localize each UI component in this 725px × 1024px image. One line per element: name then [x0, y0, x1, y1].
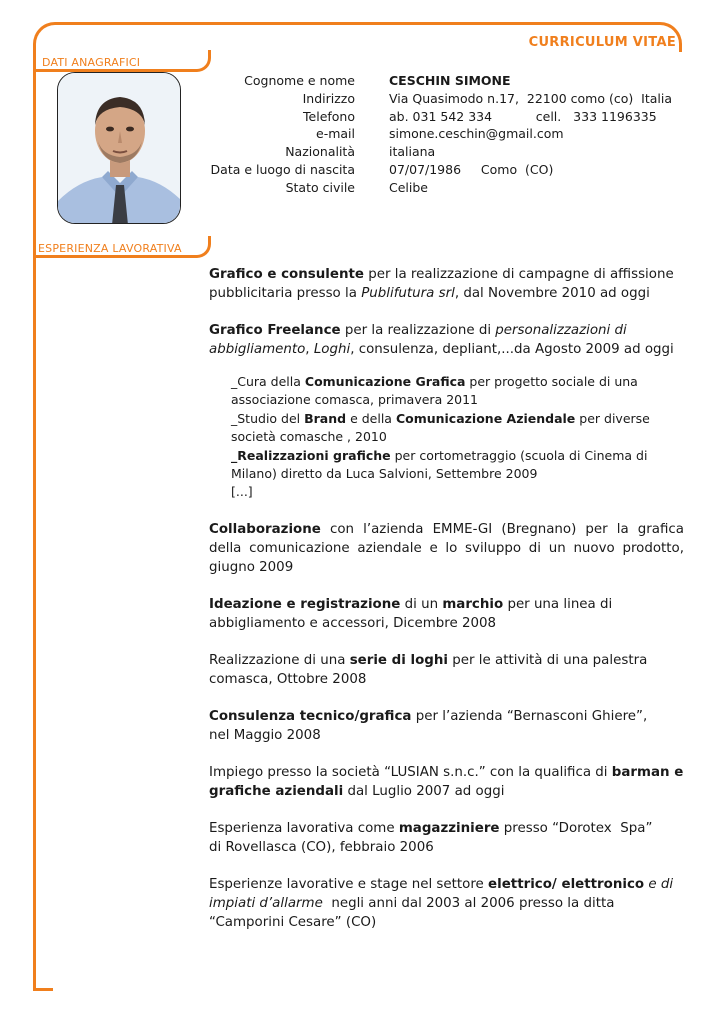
experience-subitems: [231, 373, 684, 502]
label-email: e-mail: [316, 126, 355, 142]
experience-item: Ideazione e registrazione di un marchio per una linea di abbigliamento e accessori, Dicembre 2008: [209, 596, 613, 631]
experience-item: Grafico Freelance per la realizzazione di personalizzazioni di abbigliamento, Loghi, consulenza, depliant,...da Agosto 2009 ad oggi: [209, 323, 674, 357]
value-birth: 07/07/1986 Como (CO): [389, 161, 554, 177]
experience-list: [209, 265, 684, 950]
experience-item: Realizzazione di una serie di loghi per le attività di una palestra comasca, Ottobre 2008: [209, 652, 648, 687]
experience-subitem: _Studio del Brand e della Comunicazione Aziendale per diverse società comasche , 2010: [231, 410, 650, 445]
bottom-frame-line: [33, 988, 53, 991]
label-nationality: Nazionalità: [285, 144, 355, 160]
section-label-experience: ESPERIENZA LAVORATIVA: [38, 242, 182, 255]
personal-values: [389, 72, 672, 197]
experience-item: Esperienze lavorative e stage nel settore elettrico/ elettronico e di impiati d’allarme negli anni dal 2003 al 2006 presso la ditta “Camporini Cesare” (CO): [209, 876, 674, 930]
profile-photo: [57, 72, 181, 224]
value-phone: ab. 031 542 334 cell. 333 1196335: [389, 108, 657, 124]
label-civil-status: Stato civile: [285, 179, 355, 195]
value-civil-status: Celibe: [389, 179, 428, 195]
experience-item: Impiego presso la società “LUSIAN s.n.c.” con la qualifica di barman e grafiche aziendali dal Luglio 2007 ad oggi: [209, 764, 684, 799]
personal-labels: [211, 72, 355, 197]
value-name: CESCHIN SIMONE: [389, 73, 511, 88]
left-frame-line: [33, 50, 36, 990]
experience-item: Grafico e consulente per la realizzazione di campagne di affissione pubblicitaria presso la Publifutura srl, dal Novembre 2010 ad oggi: [209, 267, 674, 301]
label-phone: Telefono: [303, 108, 355, 124]
experience-subitem: _Realizzazioni grafiche per cortometraggio (scuola di Cinema di Milano) diretto da Luca Salvioni, Settembre 2009: [231, 447, 648, 482]
person-portrait-icon: [58, 73, 181, 224]
experience-item: Esperienza lavorativa come magazziniere presso “Dorotex Spa” di Rovellasca (CO), febbraio 2006: [209, 820, 653, 855]
experience-item: Collaborazione con l’azienda EMME-GI (Bregnano) per la grafica della comunicazione aziendale e lo sviluppo di un nuovo prodotto, giugno 2009: [209, 521, 684, 575]
value-address: Via Quasimodo n.17, 22100 como (co) Italia: [389, 90, 673, 106]
experience-subitem: _Cura della Comunicazione Grafica per progetto sociale di una associazione comasca, primavera 2011: [231, 374, 638, 408]
label-address: Indirizzo: [302, 90, 355, 106]
section-label-personal: DATI ANAGRAFICI: [42, 56, 141, 69]
experience-ellipsis: [...]: [231, 484, 253, 500]
label-name: Cognome e nome: [244, 73, 355, 88]
document-title: CURRICULUM VITAE: [528, 35, 676, 50]
value-nationality: italiana: [389, 144, 436, 160]
experience-item: Consulenza tecnico/grafica per l’azienda “Bernasconi Ghiere”, nel Maggio 2008: [209, 708, 648, 743]
label-birth: Data e luogo di nascita: [210, 161, 355, 177]
value-email: simone.ceschin@gmail.com: [389, 126, 564, 142]
